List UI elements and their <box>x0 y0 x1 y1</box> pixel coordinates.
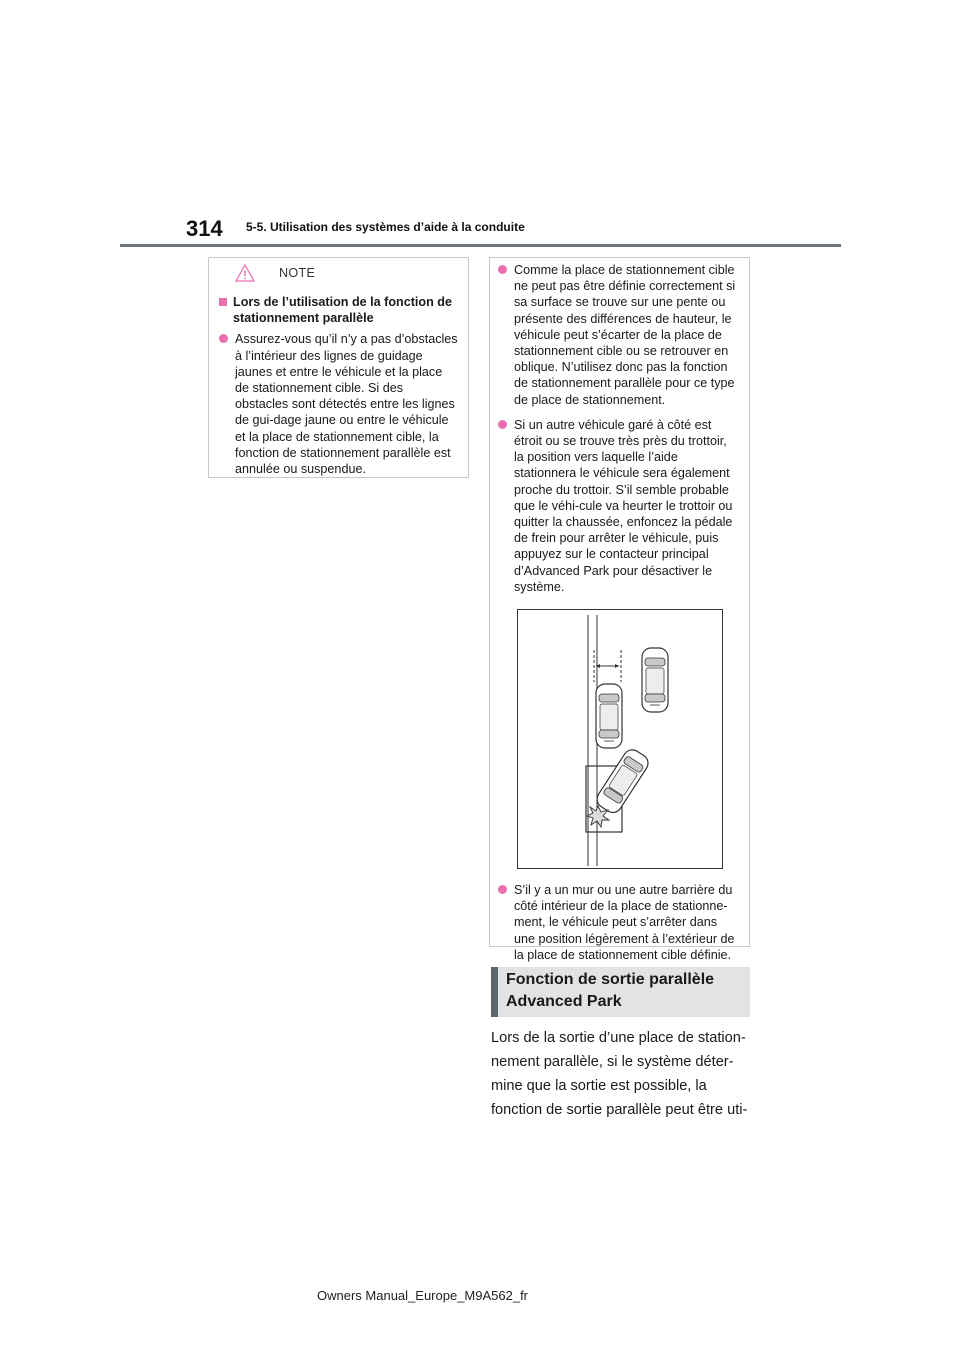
parked-car <box>642 648 668 712</box>
note-item <box>496 417 739 595</box>
maneuvering-car <box>594 746 652 816</box>
section-title: 5-5. Utilisation des systèmes d’aide à la conduite <box>246 220 525 234</box>
bullet-icon <box>498 420 507 429</box>
header-rule <box>120 244 841 247</box>
note-box-left <box>208 257 469 478</box>
warning-triangle-icon <box>235 264 255 282</box>
feature-body-text: Lors de la sortie d’une place de station-nement parallèle, si le système déter-mine que la sortie est possible, la fonction de sortie parallèle peut être uti- <box>491 1030 748 1118</box>
note-subheading <box>217 294 458 326</box>
bullet-icon <box>498 885 507 894</box>
note-box-right <box>489 257 750 962</box>
note-item-text: Assurez-vous qu’il n’y a pas d’obstacles à l’intérieur des lignes de guidage jaunes et entre le véhicule et la place de stationnement cible. Si des obstacles sont détectés entre les lignes de gui-dage jaune ou entre le véhicule et la place de stationnement cible, la fonction de stationnement parallèle est annulée ou suspendue. <box>235 332 458 477</box>
note-label: NOTE <box>279 265 316 280</box>
note-item-text: Si un autre véhicule garé à côté est étroit ou se trouve très près du trottoir, la position vers laquelle l’aide stationnera le véhicule sera également proche du trottoir. S’il semble probable que le véhi-cule va heurter le trottoir ou quitter la chaussée, enfoncez la pédale de frein pour arrêter le véhicule, puis appuyez sur le contacteur principal d’Advanced Park pour désactiver le système. <box>514 417 733 594</box>
note-item <box>496 262 739 408</box>
note-subheading-text: Lors de l’utilisation de la fonction de stationnement parallèle <box>233 295 453 326</box>
note-header <box>217 264 458 282</box>
note-item <box>496 882 739 963</box>
note-item <box>217 331 458 477</box>
parked-car <box>596 684 622 748</box>
footer-text: Owners Manual_Europe_M9A562_fr <box>317 1288 529 1303</box>
square-bullet-icon <box>219 298 227 306</box>
parking-illustration <box>517 609 723 869</box>
note-item-text: S’il y a un mur ou une autre barrière du côté intérieur de la place de stationne-ment, le véhicule peut s’arrêter dans une position légèrement à l’extérieur de la place de stationnement cible définie. <box>514 883 735 962</box>
note-item-text: Comme la place de stationnement cible ne peut pas être définie correctement si sa surface se trouve sur une pente ou présente des différences de hauteur, le véhicule peut s’écarter de la place de stationnement cible ou se retrouver en oblique. N’utilisez donc pas la fonction de stationnement parallèle pour ce type de place de stationnement. <box>514 263 736 407</box>
bullet-icon <box>219 334 228 343</box>
bullet-icon <box>498 265 507 274</box>
feature-heading: Fonction de sortie parallèle Advanced Park <box>491 967 750 1017</box>
page-number: 314 <box>186 216 223 241</box>
